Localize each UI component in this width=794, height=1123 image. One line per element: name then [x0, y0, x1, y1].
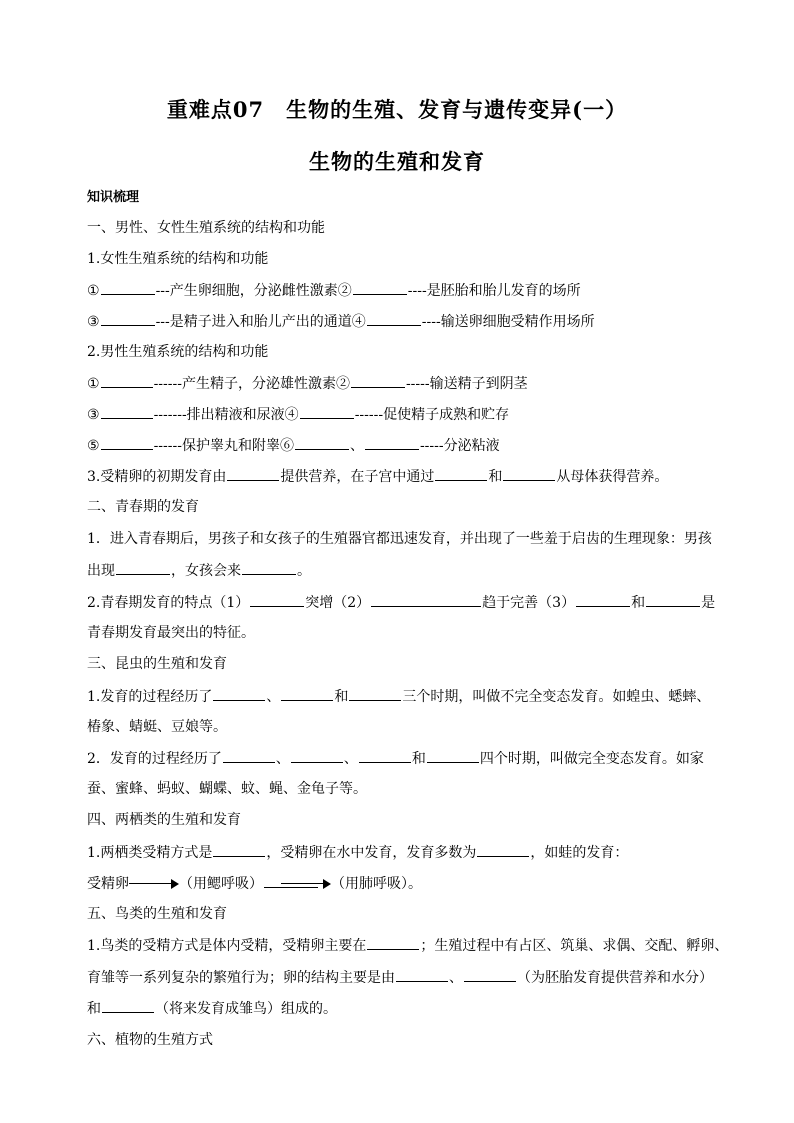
answer-blank[interactable]	[349, 686, 401, 701]
answer-blank[interactable]	[213, 686, 265, 701]
puberty-line-2-cont: 青春期发育最突出的特征。	[87, 625, 255, 641]
answer-blank[interactable]	[101, 373, 153, 388]
answer-blank[interactable]	[101, 280, 155, 295]
insect-line-2: 2．发育的过程经历了 、 、 和 四个时期，叫做完全变态发育。如家	[87, 748, 704, 769]
answer-blank[interactable]	[223, 748, 275, 763]
heading-section-3: 三、昆虫的生殖和发育	[87, 656, 227, 672]
page-title: 重难点07 生物的生殖、发育与遗传变异(一）	[166, 97, 628, 122]
answer-blank[interactable]	[116, 560, 170, 575]
answer-blank[interactable]	[464, 967, 516, 982]
answer-blank[interactable]	[102, 998, 154, 1013]
amphibian-line-1: 1.两栖类受精方式是 ，受精卵在水中发育，发育多数为 ，如蛙的发育：	[87, 842, 628, 863]
answer-blank[interactable]	[295, 435, 349, 450]
answer-blank[interactable]	[242, 560, 296, 575]
answer-blank[interactable]	[281, 686, 333, 701]
heading-section-6: 六、植物的生殖方式	[87, 1032, 213, 1048]
answer-blank[interactable]	[503, 466, 555, 481]
heading-section-5: 五、鸟类的生殖和发育	[87, 906, 227, 922]
insect-line-1-cont: 椿象、蜻蜓、豆娘等。	[87, 719, 227, 735]
arrow-right-icon	[281, 879, 331, 889]
answer-blank[interactable]	[101, 435, 153, 450]
answer-blank[interactable]	[396, 967, 448, 982]
male-row-3: ⑤ ------保护睾丸和附睾⑥ 、 -----分泌粘液	[87, 435, 500, 456]
answer-blank[interactable]	[250, 592, 304, 607]
frog-development-line: 受精卵 （用鳃呼吸） （用肺呼吸）。	[87, 873, 422, 894]
puberty-line-2: 2.青春期发育的特点（1） 突增（2） 趋于完善（3） 和 是	[87, 592, 715, 613]
section-heading: 知识梳理	[87, 190, 140, 205]
answer-blank[interactable]	[435, 466, 487, 481]
answer-blank[interactable]	[101, 311, 155, 326]
heading-section-1: 一、男性、女性生殖系统的结构和功能	[87, 220, 325, 236]
answer-blank[interactable]	[300, 404, 354, 419]
male-row-2: ③ -------排出精液和尿液④ ------促使精子成熟和贮存	[87, 404, 509, 425]
answer-blank[interactable]	[367, 935, 419, 950]
answer-blank[interactable]	[359, 748, 411, 763]
fertilized-egg-line: 3.受精卵的初期发育由 提供营养，在子宫中通过 和 从母体获得营养。	[87, 466, 668, 487]
female-row-2: ③ ---是精子进入和胎儿产出的通道④ ----输送卵细胞受精作用场所	[87, 311, 595, 332]
answer-blank[interactable]	[351, 373, 405, 388]
answer-blank[interactable]	[353, 280, 407, 295]
page-subtitle: 生物的生殖和发育	[309, 149, 485, 174]
puberty-line-1-cont: 出现 ，女孩会来 。	[87, 560, 311, 581]
answer-blank[interactable]	[213, 842, 265, 857]
heading-section-2: 二、青春期的发育	[87, 499, 199, 515]
answer-blank[interactable]	[227, 466, 279, 481]
answer-blank[interactable]	[367, 311, 421, 326]
female-row-1: ① ---产生卵细胞，分泌雌性激素② ----是胚胎和胎儿发育的场所	[87, 280, 581, 301]
male-row-1: ① ------产生精子，分泌雄性激素② -----输送精子到阴茎	[87, 373, 528, 394]
bird-line-1: 1.鸟类的受精方式是体内受精，受精卵主要在 ；生殖过程中有占区、筑巢、求偶、交配、孵卵、	[87, 935, 728, 956]
arrow-right-icon	[129, 879, 179, 889]
answer-blank[interactable]	[477, 842, 529, 857]
answer-blank[interactable]	[576, 592, 630, 607]
answer-blank[interactable]	[365, 435, 419, 450]
heading-female-system: 1.女性生殖系统的结构和功能	[87, 251, 269, 267]
insect-line-2-cont: 蚕、蜜蜂、蚂蚁、蝴蝶、蚊、蝇、金龟子等。	[87, 781, 367, 797]
bird-line-3: 和 （将来发育成雏鸟）组成的。	[87, 998, 337, 1019]
insect-line-1: 1.发育的过程经历了 、 和 三个时期，叫做不完全变态发育。如蝗虫、蟋蟀、	[87, 686, 710, 707]
bird-line-2: 育雏等一系列复杂的繁殖行为；卵的结构主要是由 、 （为胚胎发育提供营养和水分）	[87, 967, 713, 988]
answer-blank[interactable]	[371, 592, 481, 607]
heading-male-system: 2.男性生殖系统的结构和功能	[87, 344, 269, 360]
answer-blank[interactable]	[291, 748, 343, 763]
answer-blank[interactable]	[427, 748, 479, 763]
heading-section-4: 四、两栖类的生殖和发育	[87, 812, 241, 828]
puberty-line-1: 1．进入青春期后，男孩子和女孩子的生殖器官都迅速发育，并出现了一些羞于启齿的生理现象：男孩	[87, 531, 712, 547]
answer-blank[interactable]	[646, 592, 700, 607]
answer-blank[interactable]	[101, 404, 153, 419]
